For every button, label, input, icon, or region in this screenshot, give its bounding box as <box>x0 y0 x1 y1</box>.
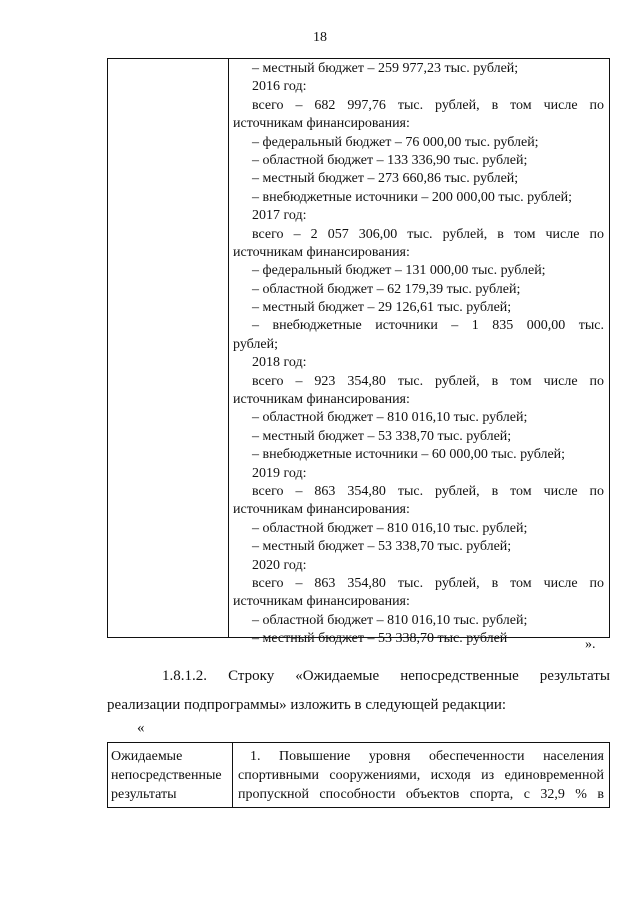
financing-line: – внебюджетные источники – 1 835 000,00 тыс. <box>252 318 604 334</box>
results-heading-line: результаты <box>111 787 177 802</box>
financing-line: источникам финансирования: <box>233 594 410 610</box>
financing-line: источникам финансирования: <box>233 502 410 518</box>
results-table-right-cell <box>233 743 609 807</box>
financing-line: – областной бюджет – 62 179,39 тыс. рублей; <box>252 281 521 297</box>
results-text-line: пропускной способности объектов спорта, с 32,9 % в <box>238 787 604 802</box>
opening-quote: « <box>137 720 145 736</box>
financing-line: всего – 863 354,80 тыс. рублей, в том числе по <box>252 483 604 499</box>
financing-line: – внебюджетные источники – 60 000,00 тыс. рублей; <box>252 447 566 463</box>
results-text-line: 1. Повышение уровня обеспеченности населения <box>250 749 604 764</box>
financing-line: – федеральный бюджет – 76 000,00 тыс. рублей; <box>252 134 539 150</box>
page-number: 18 <box>313 30 327 45</box>
financing-line: – местный бюджет – 29 126,61 тыс. рублей; <box>252 300 512 316</box>
financing-line: – федеральный бюджет – 131 000,00 тыс. рублей; <box>252 263 546 279</box>
financing-line: источникам финансирования: <box>233 116 410 132</box>
financing-line: источникам финансирования: <box>233 244 410 260</box>
financing-line: всего – 923 354,80 тыс. рублей, в том числе по <box>252 373 604 389</box>
financing-line: всего – 2 057 306,00 тыс. рублей, в том числе по <box>252 226 604 242</box>
financing-line: – местный бюджет – 53 338,70 тыс. рублей; <box>252 428 512 444</box>
financing-year-heading: 2016 год: <box>252 79 307 95</box>
paragraph-line: реализации подпрограммы» изложить в следующей редакции: <box>107 697 507 713</box>
financing-line: – местный бюджет – 259 977,23 тыс. рублей; <box>252 61 519 76</box>
financing-year-heading: 2020 год: <box>252 557 307 573</box>
results-table <box>107 742 610 808</box>
financing-line: – областной бюджет – 810 016,10 тыс. рублей; <box>252 520 528 536</box>
financing-year-heading: 2017 год: <box>252 208 307 224</box>
financing-line: – местный бюджет – 53 338,70 тыс. рублей <box>252 631 508 647</box>
financing-line: всего – 682 997,76 тыс. рублей, в том числе по <box>252 97 604 113</box>
financing-table-left-cell <box>108 59 229 637</box>
results-heading-line: непосредственные <box>111 768 222 783</box>
financing-year-heading: 2018 год: <box>252 355 307 371</box>
financing-line: источникам финансирования: <box>233 392 410 408</box>
results-heading-line: Ожидаемые <box>111 749 183 764</box>
financing-line: всего – 863 354,80 тыс. рублей, в том числе по <box>252 575 604 591</box>
financing-table-right-cell <box>229 59 609 647</box>
financing-line: – областной бюджет – 810 016,10 тыс. рублей; <box>252 612 528 628</box>
financing-line: – внебюджетные источники – 200 000,00 тыс. рублей; <box>252 189 573 205</box>
financing-line: – областной бюджет – 133 336,90 тыс. рублей; <box>252 152 528 168</box>
financing-table <box>107 58 610 647</box>
results-text-line: спортивными сооружениями, исходя из единовременной <box>238 768 604 783</box>
financing-year-heading: 2019 год: <box>252 465 307 481</box>
financing-line: – областной бюджет – 810 016,10 тыс. рублей; <box>252 410 528 426</box>
financing-line: рублей; <box>233 336 278 352</box>
paragraph-line: 1.8.1.2. Строку «Ожидаемые непосредственные результаты <box>162 668 610 684</box>
financing-line: – местный бюджет – 53 338,70 тыс. рублей; <box>252 539 512 555</box>
financing-line: – местный бюджет – 273 660,86 тыс. рублей; <box>252 171 519 187</box>
results-table-left-cell <box>108 743 233 807</box>
closing-quote: ». <box>585 637 596 652</box>
